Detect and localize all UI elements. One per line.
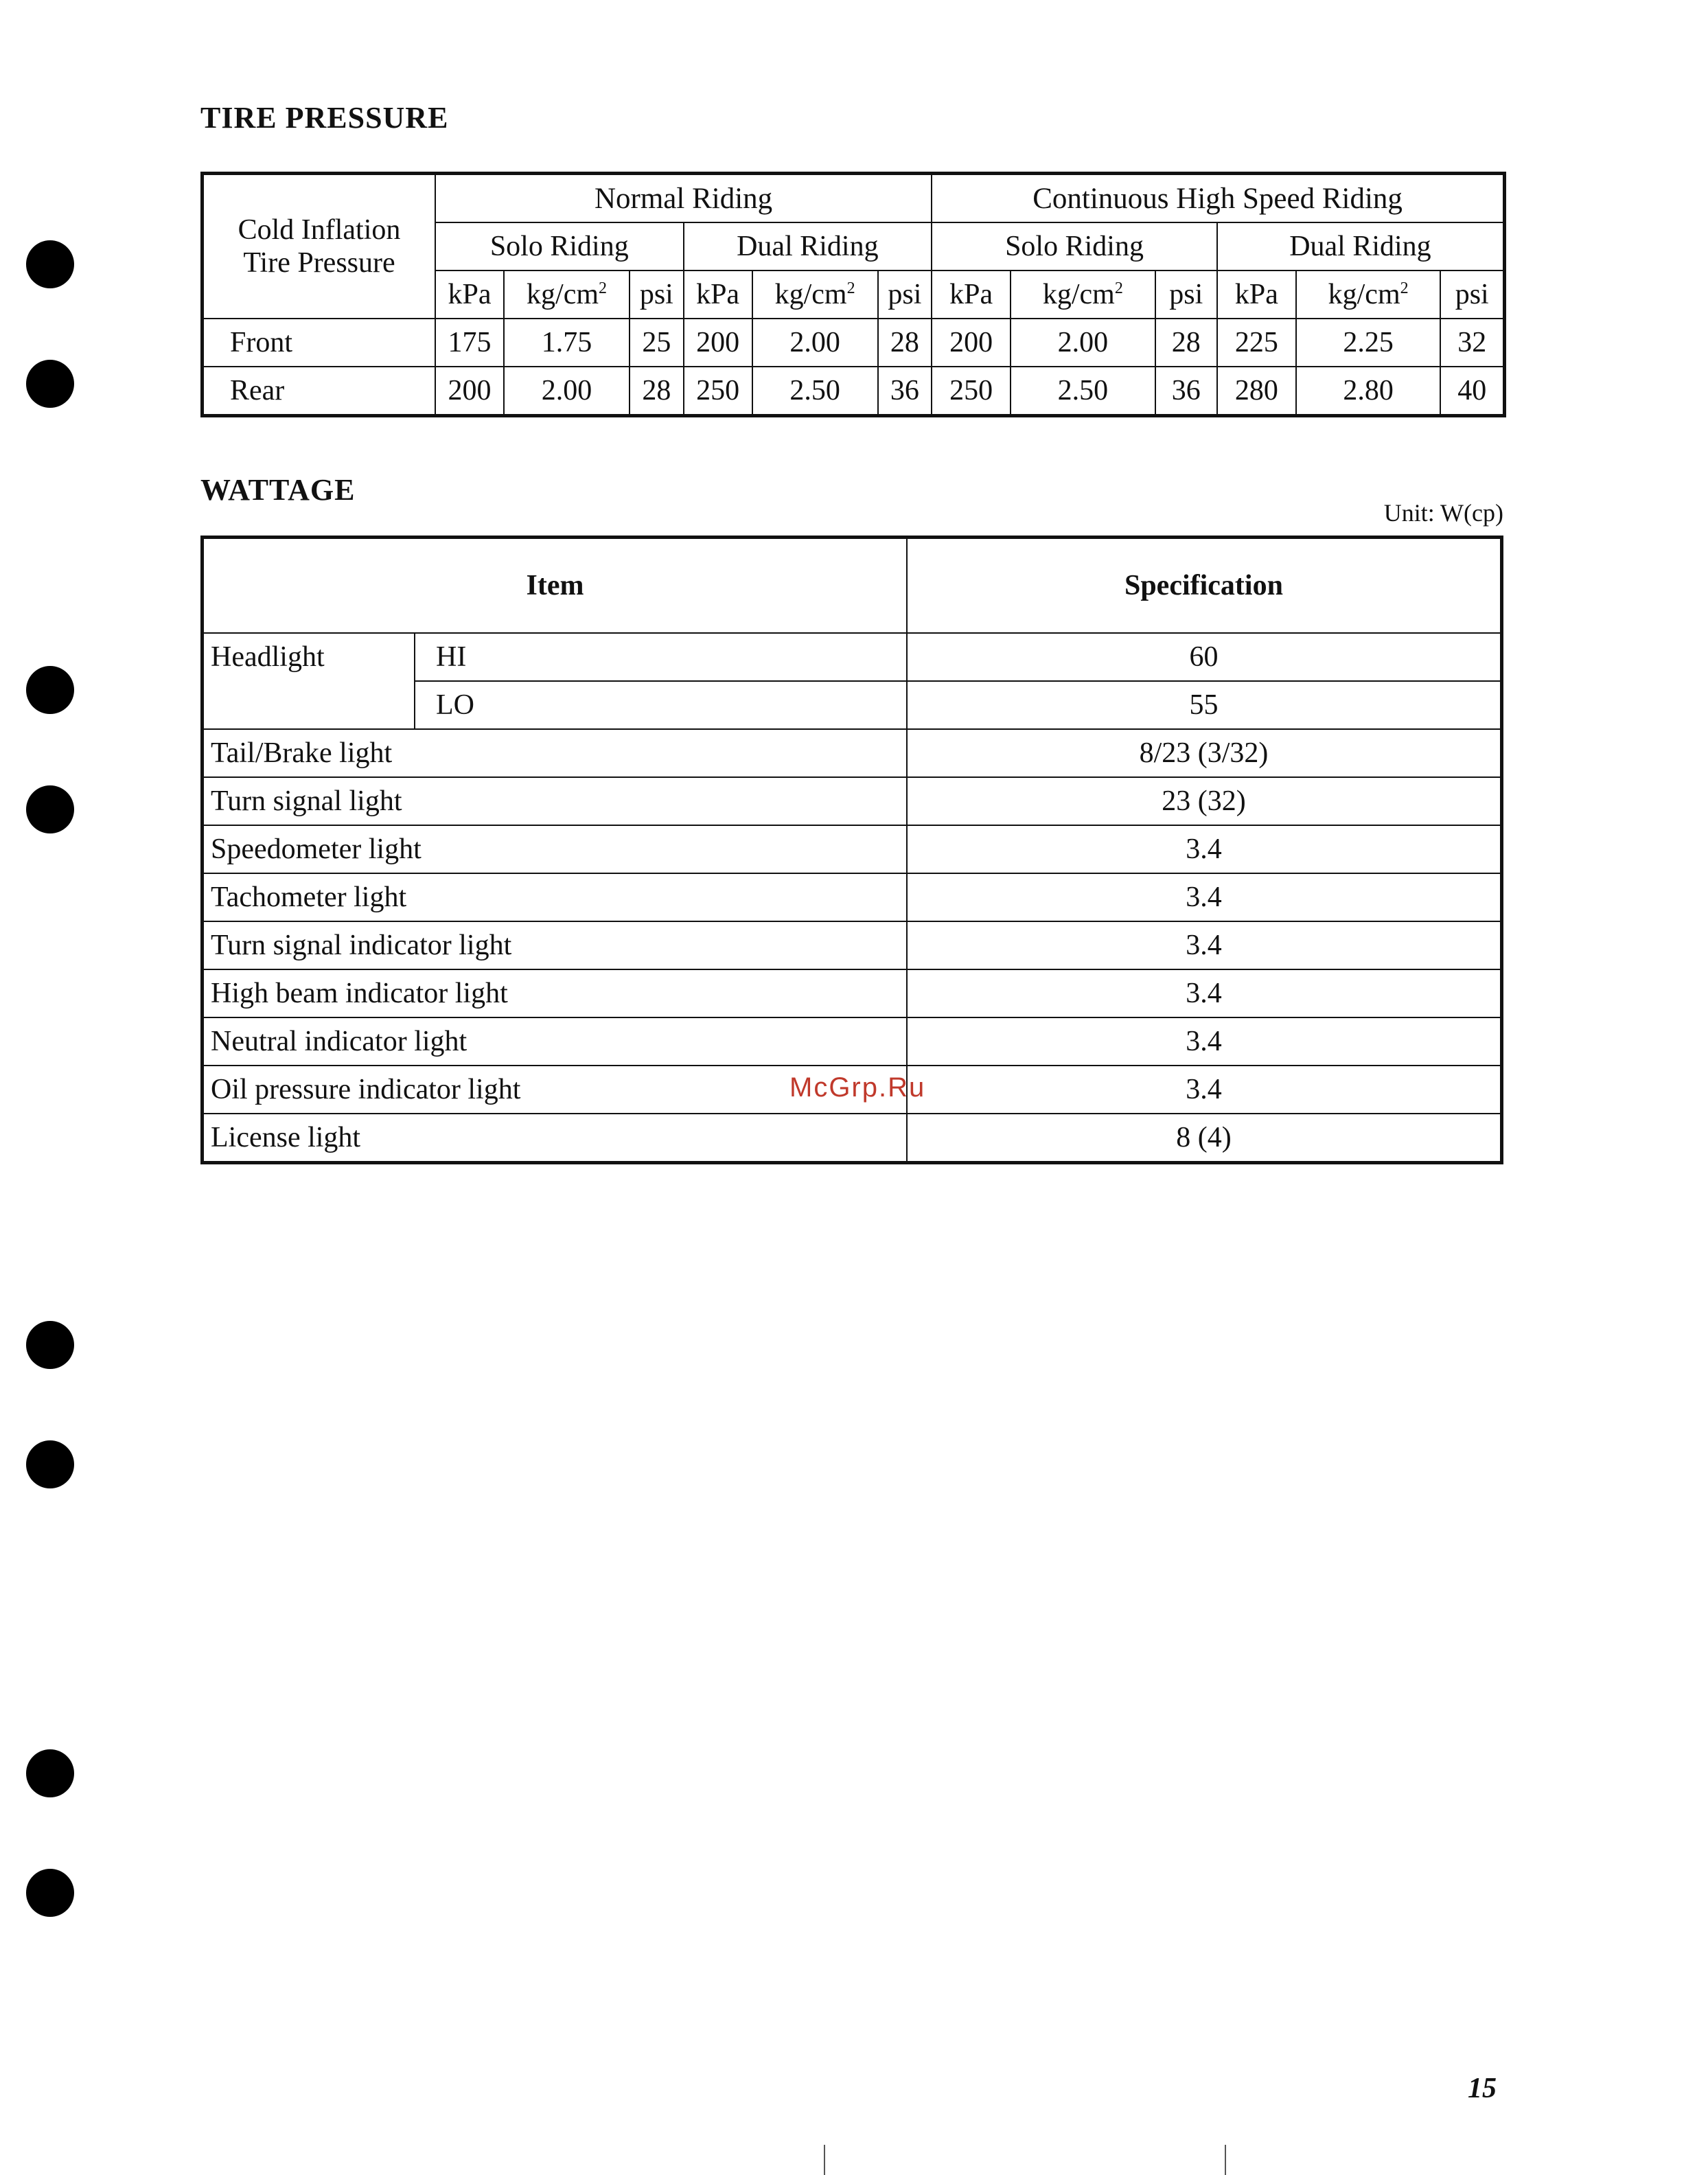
- spec-cell: 3.4: [907, 969, 1502, 1017]
- table-cell: 28: [1155, 319, 1217, 367]
- punch-hole: [26, 360, 74, 408]
- scan-mark: [824, 2145, 825, 2175]
- unit-header: $kg/cm^2$: [752, 271, 878, 319]
- table-cell: 2.50: [752, 367, 878, 416]
- table-cell: 2.50: [1011, 367, 1155, 416]
- corner-label-line2: Tire Pressure: [243, 247, 395, 279]
- row-label-rear: Rear: [203, 367, 436, 416]
- item-cell: Turn signal indicator light: [203, 921, 907, 969]
- table-row: [203, 873, 1502, 921]
- unit-header: psi: [630, 271, 683, 319]
- table-row: [203, 1017, 1502, 1066]
- tire-pressure-title: TIRE PRESSURE: [200, 101, 449, 135]
- table-cell: 175: [435, 319, 504, 367]
- table-row: [203, 969, 1502, 1017]
- tire-pressure-table: [200, 172, 1506, 417]
- spec-cell: 3.4: [907, 1066, 1502, 1114]
- punch-hole: [26, 240, 74, 288]
- spec-cell: 8 (4): [907, 1114, 1502, 1163]
- unit-header: psi: [1155, 271, 1217, 319]
- item-cell: Oil pressure indicator light: [203, 1066, 907, 1114]
- header-specification: Specification: [907, 538, 1502, 634]
- table-cell: 28: [630, 367, 683, 416]
- unit-header: $kg/cm^2$: [1296, 271, 1441, 319]
- punch-hole: [26, 1440, 74, 1488]
- spec-cell: 23 (32): [907, 777, 1502, 825]
- unit-note: Unit: W(cp): [1383, 499, 1503, 527]
- row-label-front: Front: [203, 319, 436, 367]
- page-number: 15: [1468, 2073, 1497, 2104]
- punch-hole: [26, 1321, 74, 1369]
- spec-cell: 3.4: [907, 921, 1502, 969]
- unit-header: kPa: [932, 271, 1011, 319]
- punch-hole: [26, 1749, 74, 1797]
- table-cell: 2.25: [1296, 319, 1441, 367]
- table-row: [203, 319, 1505, 367]
- headlight-hi-value: 60: [907, 633, 1502, 681]
- table-cell: 25: [630, 319, 683, 367]
- table-cell: 32: [1440, 319, 1504, 367]
- subgroup-header: Solo Riding: [435, 222, 684, 271]
- unit-header: kPa: [684, 271, 752, 319]
- table-cell: 250: [684, 367, 752, 416]
- unit-header: $kg/cm^2$: [1011, 271, 1155, 319]
- subgroup-header: Dual Riding: [684, 222, 932, 271]
- table-row: [203, 825, 1502, 873]
- spec-cell: 3.4: [907, 825, 1502, 873]
- item-cell: Speedometer light: [203, 825, 907, 873]
- table-cell: 40: [1440, 367, 1504, 416]
- headlight-lo-label: LO: [415, 681, 907, 729]
- table-row: [203, 777, 1502, 825]
- table-cell: 2.80: [1296, 367, 1441, 416]
- headlight-label: Headlight: [203, 633, 415, 729]
- table-cell: 2.00: [752, 319, 878, 367]
- table-cell: 280: [1217, 367, 1296, 416]
- table-cell: 2.00: [1011, 319, 1155, 367]
- table-row: [203, 633, 1502, 681]
- spec-cell: 3.4: [907, 873, 1502, 921]
- punch-hole: [26, 785, 74, 833]
- unit-header: psi: [878, 271, 932, 319]
- spec-cell: 3.4: [907, 1017, 1502, 1066]
- table-cell: 225: [1217, 319, 1296, 367]
- table-cell: 200: [684, 319, 752, 367]
- scan-mark: [1225, 2145, 1226, 2175]
- watermark: McGrp.Ru: [789, 1072, 926, 1103]
- header-item: Item: [203, 538, 907, 634]
- subgroup-header: Solo Riding: [932, 222, 1217, 271]
- unit-header: kPa: [1217, 271, 1296, 319]
- item-cell: License light: [203, 1114, 907, 1163]
- table-row: [203, 729, 1502, 777]
- subgroup-header: Dual Riding: [1217, 222, 1505, 271]
- group-header: Normal Riding: [435, 174, 932, 223]
- headlight-hi-label: HI: [415, 633, 907, 681]
- item-cell: High beam indicator light: [203, 969, 907, 1017]
- unit-header: kPa: [435, 271, 504, 319]
- table-row: [203, 921, 1502, 969]
- punch-hole: [26, 1869, 74, 1917]
- unit-header: psi: [1440, 271, 1504, 319]
- corner-label-line1: Cold Inflation: [238, 214, 401, 246]
- corner-label: [203, 174, 436, 319]
- unit-header: $kg/cm^2$: [504, 271, 630, 319]
- spec-cell: 8/23 (3/32): [907, 729, 1502, 777]
- table-cell: 36: [1155, 367, 1217, 416]
- item-cell: Tail/Brake light: [203, 729, 907, 777]
- table-cell: 2.00: [504, 367, 630, 416]
- table-cell: 1.75: [504, 319, 630, 367]
- group-header: Continuous High Speed Riding: [932, 174, 1504, 223]
- item-cell: Neutral indicator light: [203, 1017, 907, 1066]
- table-cell: 28: [878, 319, 932, 367]
- table-cell: 200: [932, 319, 1011, 367]
- table-cell: 200: [435, 367, 504, 416]
- table-cell: 250: [932, 367, 1011, 416]
- headlight-lo-value: 55: [907, 681, 1502, 729]
- wattage-title: WATTAGE: [200, 473, 356, 507]
- punch-hole: [26, 666, 74, 714]
- item-cell: Tachometer light: [203, 873, 907, 921]
- table-cell: 36: [878, 367, 932, 416]
- table-row: [203, 367, 1505, 416]
- item-cell: Turn signal light: [203, 777, 907, 825]
- wattage-table: [200, 536, 1503, 1164]
- table-row: [203, 1114, 1502, 1163]
